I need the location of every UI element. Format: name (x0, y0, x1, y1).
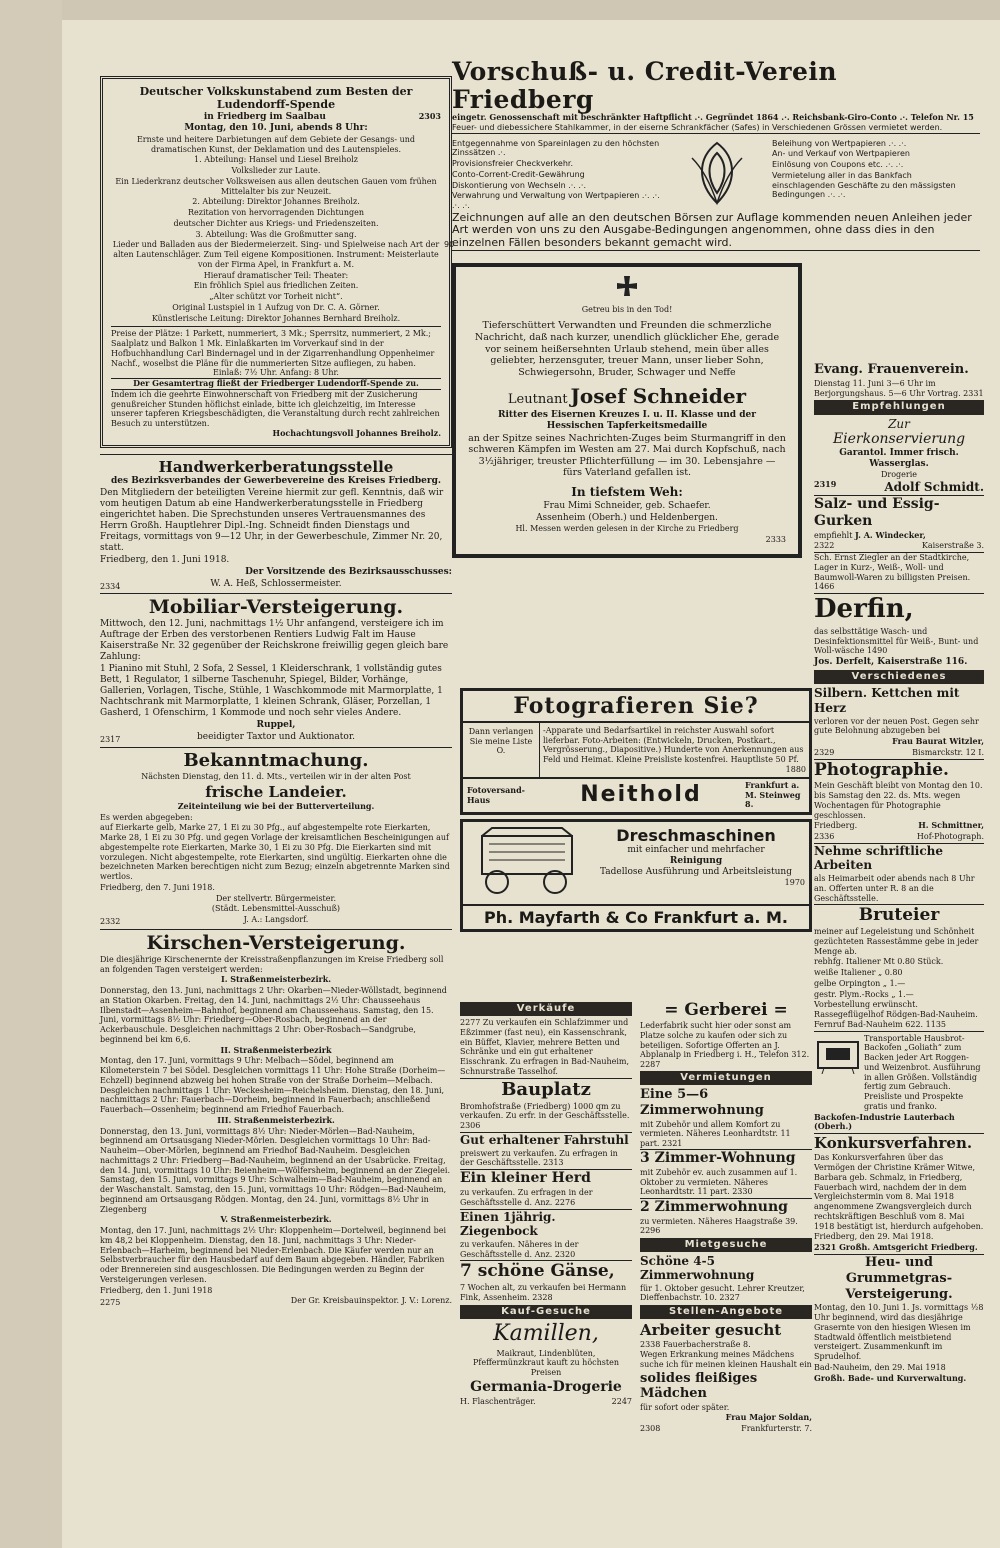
ad-role: beeidigter Taxtor und Auktionator. (197, 732, 355, 743)
obit-number: 2333 (765, 535, 786, 545)
ad-number: 2334 (100, 581, 121, 591)
ad-signer: Der Gr. Kreisbauinspektor. J. V.: Lorenz. (290, 1296, 452, 1306)
obit-mass: Hl. Messen werden gelesen in der Kirche zu Friedberg (515, 524, 739, 534)
konkurs-text: Das Konkursverfahren über das Vermögen der Christine Krämer Witwe, Barbara geb. Schmalz, in Friedberg, Fauerbach wird, nachdem der in dem Vergleichstermin vom 8. Mai 1918 angenommene Zwangsvergleich durch rechtskräftigen Beschluß vom 8. Mai 1918 bestätigt ist, hierdurch aufgehoben. (814, 1153, 984, 1231)
ad-sections (100, 975, 452, 1284)
bank-services-left (452, 138, 662, 212)
section-head: II. Straßenmeisterbezirk (220, 1044, 332, 1055)
section-text: Montag, den 17. Juni, vormittags 9 Uhr: Melbach—Södel, beginnend am Kilometerstein 7 bei Södel. Desgleichen vormittags 11 Uhr: Hohe Straße (Dorheim—Echzell) beginnend abzweig bei hohen Straße von der Straße Dorheim—Melbach. Desgleichen nachmittags 1 Uhr: Weckesheim—Reichelsheim. Dienstag, den 18. Juni, nachmittags 2 Uhr: Fauerbach—Dorheim, beginnend in Fauerbach; anschließend Fauerbach—Ossenheim; beginnend am Friedhof Fauerbach. (100, 1056, 446, 1115)
program-line: Original Lustspiel in 1 Aufzug von Dr. C. A. Görner. (172, 302, 380, 312)
konkurs-title: Konkursverfahren. (814, 1133, 984, 1152)
bank-service: An- und Verkauf von Wertpapieren (772, 149, 910, 159)
program-line: Rezitation von hervorragenden Dichtungen (188, 208, 364, 217)
drogerie-name: Germania-Drogerie (470, 1378, 622, 1395)
ad-intro: Nächsten Dienstag, den 11. d. Mts., verteilen wir in der alten Post (141, 771, 411, 781)
ad-intro: Die diesjährige Kirschenernte der Kreisstraßenpflanzungen im Kreise Friedberg soll an folgenden Tagen versteigert werden: (100, 954, 444, 974)
obit-widow: Frau Mimi Schneider, geb. Schaefer. (543, 500, 711, 511)
bruteier-list (814, 957, 984, 999)
ad-title: Kirschen-Versteigerung. (146, 931, 406, 954)
section-head: V. Straßenmeisterbezirk. (220, 1214, 332, 1225)
derfin-firm: Jos. Derfelt, Kaiserstraße 116. (814, 657, 968, 668)
gaense-title: 7 schöne Gänse, (460, 1260, 632, 1282)
binding-gutter (0, 0, 62, 1548)
bekanntmachung-ad (100, 748, 452, 930)
gaense-text: 7 Wochen alt, zu verkaufen bei Hermann Fink, Assenheim. 2328 (460, 1283, 627, 1302)
section-text: Donnerstag, den 13. Juni, nachmittags 2 Uhr: Okarben—Nieder-Wöllstadt, beginnend an Station Okarben. Freitag, den 14. Juni, nachmittags 2½ Uhr: Chausseehaus Ilbenstadt—Assenheim—Bahnhof, beginnend am Chausseehaus. Samstag, den 15. Juni, vormittags 8½ Uhr: Friedberg—Ober-Rosbach, beginnend an der Ackerbauschule. Desgleichen nachmittags 2 Uhr: Ober-Rosbach—Sandgrube, beginnend bei km 6,6. (100, 986, 447, 1044)
herd-title: Ein kleiner Herd (460, 1169, 632, 1187)
konkurs-court: 2321 Großh. Amtsgericht Friedberg. (814, 1242, 978, 1253)
ad-sub2: (Städt. Lebensmittel-Ausschuß) (211, 904, 341, 914)
bank-foot: Zeichnungen auf alle an den deutschen Börsen zur Auflage kommenden neuen Anleihen jeder Art werden von uns zu den Ausgabe-Bedingungen angenommen, ohne dass dies in den einzelnen Fällen besonders bekannt gemacht wird. 90 (452, 212, 980, 251)
photo-role: 2336 Hof-Photograph. (814, 832, 984, 842)
ad-prices: Preise der Plätze: 1 Parkett, nummeriert, 3 Mk.; Sperrsitz, nummeriert, 2 Mk.; Saalplatz und Balkon 1 Mk. Einlaßkarten im Vorverkauf sind in der Hofbuchhandlung Carl Bindernagel und in der Zigarrenhandlung Oppenheimer Nachf., woselbst die Pläne für die nummerierten Sitze aufliegen, zu haben. (111, 326, 441, 368)
kettchen-text: verloren vor der neuen Post. Gegen sehr gute Belohnung abzugeben bei (814, 716, 979, 736)
photo-body (463, 723, 809, 777)
oven-icon (814, 1034, 864, 1112)
bank-safes: Feuer- und diebessichere Stahlkammer, in der eiserne Schrankfächer (Safes) in Verschiedenen Grössen vermietet werden. (452, 123, 980, 134)
obit-place: Assenheim (Oberh.) und Heldenbergen. (536, 512, 718, 523)
kettchen-addr: 2329 Bismarckstr. 12 I. (814, 747, 984, 757)
mobiliar-ad (100, 594, 452, 748)
derfin-text: das selbsttätige Wasch- und Desinfektionsmittel für Weiß-, Bunt- und Woll-wäsche 1490 (814, 626, 979, 656)
eier-drogerie: Drogerie (880, 470, 918, 480)
ad-name: Ruppel, (256, 720, 296, 731)
column-left (100, 58, 452, 1310)
ad-signer: Der Vorsitzende des Bezirksausschusses: (245, 566, 452, 577)
ad-date: Friedberg, den 7. Juni 1918. (100, 882, 215, 892)
obit-honors: Ritter des Eisernen Kreuzes I. u. II. Klasse und der Hessischen Tapferkeitsmedaille (498, 409, 756, 431)
bank-services (452, 138, 980, 212)
eier-products: Garantol. Immer frisch. Wasserglas. (839, 448, 959, 470)
bruteier-text: meiner auf Legeleistung und Schönheit gezüchteten Rassestämme gebe in jeder Menge ab. (814, 927, 979, 956)
kirschen-ad (100, 930, 452, 1310)
program-line: Volkslieder zur Laute. (231, 166, 321, 175)
gerberei-text: Lederfabrik sucht hier oder sonst am Platze solche zu kaufen oder sich zu beteiligen. Sofortige Offerten an J. Abplanalp in Friedberg i. H., Telefon 312. 2287 (640, 1021, 810, 1069)
photo-left: Dann verlangen Sie meine Liste O. (463, 723, 540, 777)
ad-body: auf Eierkarte gelb, Marke 27, 1 Ei zu 30 Pfg., auf abgestempelte rote Eierkarten, Marke 28, 1 Ei zu 30 Pfg. und gegen Vorlage der kreisamtlichen Bescheinigungen auf abgestempelte rote Eierkarten, Marke 30, 1 Ei zu 30 Pfg. Die Eierkarten sind mit vorzulegen. Nicht abgestempelte, rote Eierkarten, sind ungültig. Eierkarten ohne die bezeichneten Marken berechtigen nicht zum Bezug; einzeln abgetrennte Marken sind wertlos. (100, 823, 450, 882)
s2-title: solides fleißiges Mädchen (640, 1370, 758, 1402)
program-line: Ein Liederkranz deutscher Volksweisen aus allen deutschen Gauen vom frühen Mittelalter bis zur Neuzeit. (115, 176, 437, 196)
goliath-text: Transportable Hausbrot-Backofen „Goliath“ zum Backen jeder Art Roggen- und Weizenbrot. Ausführung in allen Größen. Vollständig fertig zum Gebrauch. Preisliste und Prospekte gratis und franko. (864, 1033, 981, 1111)
section-head: I. Straßenmeisterbezirk. (220, 974, 332, 985)
ad-title: Mobiliar-Versteigerung. (148, 596, 404, 619)
empf-label: Empfehlungen (814, 400, 984, 414)
eier-zur: Zur (888, 416, 910, 431)
obit-body: Tieferschüttert Verwandten und Freunden die schmerzliche Nachricht, daß nach kurzer, unendlich glücklicher Ehe, gerade vor seinem heißersehnten Urlaub stehend, mein über alles geliebter, herzensguter, treuer Mann, unser lieber Sohn, Schwiegersohn, Bruder, Schwager und Neffe (474, 320, 780, 378)
section-text: Montag, den 17. Juni, nachmittags 2½ Uhr: Kloppenheim—Dortelweil, beginnend bei km 48,2 bei Kloppenheim. Dienstag, den 18. Juni, nachmittags 3 Uhr: Nieder-Erlenbach—Harheim, beginnend bei Nieder-Erlenbach. Die Käufer werden nur an Selbstverbraucher für den Hausbedarf auf dem Baum abgegeben. Händler, Fabriken oder Brennereien sind ausgeschlossen. Die Bedingungen werden zu Beginn der Versteigerungen verlesen. (100, 1226, 446, 1284)
kauf-label: Kauf-Gesuche (460, 1305, 632, 1319)
program-line: 3. Abteilung: Was die Großmutter sang. (195, 229, 357, 239)
program-line: Ernste und heitere Darbietungen auf dem Gebiete der Gesangs- und dramatischen Kunst, der Deklamation und des Lautenspieles. (136, 134, 416, 154)
s2-name: Frau Major Soldan, (725, 1412, 812, 1423)
ad-invite: Indem ich die geehrte Einwohnerschaft von Friedberg mit der Zusicherung genußreicher Stunden höflichst einlade, bitte ich gleichzeitig, im Interesse unserer tapferen Kriegsbeschädigten, die Veranstaltung durch recht zahlreichen Besuch zu unterstützen. (111, 389, 440, 428)
bank-service: Vermietelung aller in das Bankfach einschlagenden Geschäfte zu den mässigsten Bedingungen .·. .·. (772, 170, 956, 200)
gurken-title: Salz- und Essig-Gurken (814, 495, 984, 530)
ad-title: Bekanntmachung. (183, 750, 369, 772)
frauen-title: Evang. Frauenverein. (814, 362, 969, 377)
ad-name: J. A.: Langsdorf. (243, 915, 309, 925)
w2-text: mit Zubehör ev. auch zusammen auf 1. Oktober zu vermieten. Näheres Leonhardtstr. 11 part. 2330 (640, 1168, 798, 1197)
bank-services-right (772, 138, 972, 202)
miet-label: Mietgesuche (640, 1238, 812, 1252)
ad-sub: Zeiteinteilung wie bei der Butterverteilung. (177, 800, 375, 811)
lager-ad: Sch. Ernst Ziegler an der Stadtkirche, Lager in Kurz-, Weiß-, Woll- und Baumwoll-Waren zu billigsten Preisen. 1466 (814, 552, 984, 592)
heu-date: Bad-Nauheim, den 29. Mai 1918 (814, 1362, 946, 1372)
ad-given: Es werden abgegeben: (100, 812, 193, 822)
volkskunstabend-ad (100, 76, 452, 448)
bruteier-price: rebhfg. Italiener Mt 0.80 Stück. (814, 957, 944, 967)
gurken-addr: 2322 Kaiserstraße 3. (814, 541, 984, 551)
heu-text: Montag, den 10. Juni 1. Js. vormittags ½8 Uhr beginnend, wird das diesjährige Grasernte von den hiesigen Wiesen im Stadtwald öffentlich meistbietend versteigert. Zusammenkunft im Sprudelhof. (814, 1303, 984, 1362)
ad-signer: Der stellvertr. Bürgermeister. (216, 893, 336, 903)
bank-service: Verwahrung und Verwaltung von Wertpapieren .·. .·. .·. .·. (452, 191, 660, 210)
dresch-body (463, 822, 809, 904)
bruteier-price: gelbe Orpington „ 1.— (814, 978, 906, 988)
ad-location: in Friedberg im Saalbau 2303 (203, 110, 441, 122)
photo-title: Photographie. (814, 759, 984, 781)
obit-grief: In tiefstem Weh: (571, 484, 683, 499)
drogerie-owner: H. Flaschenträger. 2247 (460, 1396, 632, 1406)
ad-name: W. A. Heß, Schlossermeister. (210, 578, 342, 589)
ziegenbock-text: zu verkaufen. Näheres in der Geschäftsstelle d. Anz. 2320 (460, 1239, 579, 1259)
ad-number: 2275 (100, 1298, 121, 1308)
ad-proceeds: Der Gesamtertrag fließt der Friedberger Ludendorff-Spende zu. (111, 378, 441, 390)
w3-text: zu vermieten. Näheres Haagstraße 39. 2296 (640, 1216, 798, 1236)
photo-ad (460, 688, 812, 815)
stellen-label: Stellen-Angebote (640, 1305, 812, 1319)
heu-title: Heu- und Grummetgras-Versteigerung. (814, 1254, 984, 1303)
fahrstuhl-title: Gut erhaltener Fahrstuhl (460, 1132, 632, 1148)
ad-body: Mittwoch, den 12. Juni, nachmittags 1½ Uhr anfangend, versteigere ich im Auftrage der Erben des verstorbenen Rentiers Ludwig Falt im Hause Kaiserstraße Nr. 32 gegenüber der Reichskrone freiwillig gegen gleich bare Zahlung: (100, 619, 449, 663)
program-line: 2. Abteilung: Direktor Johannes Breiholz. (192, 197, 360, 207)
column-mid-right-bottom (640, 1000, 812, 1435)
program-line: Hierauf dramatischer Teil: Theater: (203, 270, 349, 280)
goliath-ad (814, 1031, 984, 1112)
bruteier-title: Bruteier (814, 904, 984, 926)
threshing-machine-icon (467, 826, 587, 900)
ad-entry: Einlaß: 7½ Uhr. Anfang: 8 Uhr. (213, 368, 339, 378)
kettchen-title: Silbern. Kettchen mit Herz (814, 686, 960, 715)
s2-text: für sofort oder später. (640, 1402, 730, 1412)
m1-text: für 1. Oktober gesucht. Lehrer Kreutzer, Dieffenbachstr. 10. 2327 (640, 1283, 805, 1303)
obit-motto: Getreu bis in den Tod! (581, 304, 673, 314)
bank-service: Diskontierung von Wechseln .·. .·. (452, 180, 586, 190)
bruteier-price: weiße Italiener „ 0.80 (814, 968, 903, 978)
w1-text: mit Zubehör und allem Komfort zu vermieten. Näheres Leonhardtstr. 11 part. 2321 (640, 1119, 791, 1148)
frauen-text: Dienstag 11. Juni 3—6 Uhr im Berjorgungshaus. 5—6 Uhr Vortrag. 2331 (814, 378, 984, 398)
konkurs-date: Friedberg, den 29. Mai 1918. (814, 1232, 934, 1242)
schrift-title: Nehme schriftliche Arbeiten (814, 843, 984, 873)
photo-title: Fotografieren Sie? (463, 691, 809, 723)
column-middle (460, 688, 812, 932)
dresch-text: Dreschmaschinen mit einfacher und mehrfacher Reinigung Tadellose Ausführung und Arbeitsleistung 1970 (600, 825, 805, 887)
ad-headline: frische Landeier. (205, 782, 347, 801)
bank-service: Conto-Corrent-Credit-Gewährung (452, 169, 585, 179)
herd-text: zu verkaufen. Zu erfragen in der Geschäftsstelle d. Anz. 2276 (460, 1188, 593, 1207)
w1-title: Eine 5—6 Zimmerwohnung (640, 1087, 764, 1118)
gurken-text: empfiehlt J. A. Windecker, (814, 529, 926, 540)
program-line: „Alter schützt vor Torheit nicht“. (209, 292, 343, 301)
program-line: Künstlerische Leitung: Direktor Johannes Bernhard Breiholz. (151, 313, 401, 323)
photo-brand: Neithold (580, 782, 702, 808)
derfin-title: Derfin, (814, 593, 984, 626)
fahrstuhl-text: preiswert zu verkaufen. Zu erfragen in der Geschäftsstelle. 2313 (460, 1148, 618, 1168)
kamillen-text: Maikraut, Lindenblüten, Pfeffermünzkraut kauft zu höchsten Preisen (473, 1348, 619, 1378)
column-right (814, 362, 984, 1384)
ad-items: 1 Pianino mit Stuhl, 2 Sofa, 2 Sessel, 1 Kleiderschrank, 1 vollständig gutes Bett, 1 Regulator, 1 silberne Taschenuhr, Spiegel, Bilder, Vorhänge, Gallerien, Vorlagen, Tische, Stühle, 1 Waschkommode mit Marmorplatte, 1 Nachtschrank mit Marmorplatte, 1 kleinen Schrank, Gläser, Porzellan, 1 Gasherd, 1 Ofenschirm, 1 Kommode und noch sehr vieles Andere. (100, 664, 443, 719)
photo-addr: Frankfurt a. M. Steinweg 8. (745, 780, 801, 810)
versch-label: Verschiedenes (814, 670, 984, 684)
ad-body: Den Mitgliedern der beteiligten Vereine hiermit zur gefl. Kenntnis, daß wir vom heutigen Datum ab eine Handwerkerberatungsstelle in Friedberg eingerichtet haben. Die Sprechstunden unseres Vertrauensmannes des Herrn Großh. Hauptlehrer Dipl.-Ing. Schneidt finden Dienstags und Freitags, vormittags von 9—12 Uhr, in der Gewerbeschule, Zimmer Nr. 20, statt. (100, 487, 444, 553)
obit-name-line: Leutnant Josef Schneider (507, 384, 747, 409)
section-text: Donnerstag, den 13. Juni, vormittags 8½ Uhr: Nieder-Mörlen—Bad-Nauheim, beginnend am Ortsausgang Nieder-Mörlen. Desgleichen vormittags 10 Uhr: Bad-Nauheim—Ober-Mörlen, beginnend am Friedhof Bad-Nauheim. Desgleichen nachmittags 2 Uhr: Friedberg—Bad-Nauheim, beginnend an der Usabrücke. Freitag, den 14. Juni, vormittags 10 Uhr: Beienheim—Wölfersheim, beginnend an der Ziegelei. Samstag, den 15. Juni, vormittags 9 Uhr: Schwalheim—Bad-Nauheim, beginnend an der Waschanstalt. Samstag, den 15. Juni, vormittags 10 Uhr: Rödgen—Bad-Nauheim, beginnend am Ortsausgang Rödgen. Montag, den 24. Juni, vormittags 8½ Uhr in Ziegenberg (100, 1126, 450, 1214)
kettchen-name: Frau Baurat Witzler, (892, 736, 984, 747)
photo-text: -Apparate und Bedarfsartikel in reichster Auswahl sofort lieferbar. Foto-Arbeiten: (Entwickeln, Drucken, Postkart., Vergrösserung., Diapositive.) Hunderte von Anerkennungen aus Feld und Heimat. Kleine Preisliste kostenfrei. Hauptliste 50 Pf. 1880 (543, 726, 806, 774)
ad-title: Deutscher Volkskunstabend zum Besten der Ludendorff-Spende (139, 85, 413, 112)
ornament-icon (662, 138, 772, 212)
goliath-firm: Backofen-Industrie Lauterbach (Oberh.) (814, 1111, 955, 1132)
ad-date: Friedberg, den 1. Juni 1918 (100, 1285, 213, 1295)
ad-signature: Hochachtungsvoll Johannes Breiholz. (272, 427, 441, 438)
kamillen-title: Kamillen, (493, 1320, 599, 1346)
column-middle-bottom (460, 1000, 632, 1408)
bank-title: Vorschuß- u. Credit-Verein Friedberg (452, 57, 838, 114)
program-line: Lieder und Balladen aus der Biedermeierzeit. Sing- und Spielweise nach Art der alten Lautenschläger. Zum Teil eigene Kompositionen. Instrument: Meisterlaute von der Firma Apel, in Frankfurt a. M. (112, 240, 440, 269)
ziegenbock-title: Einen 1jährig. Ziegenbock (460, 1209, 632, 1239)
w2-title: 3 Zimmer-Wohnung (640, 1149, 812, 1167)
bank-service: Provisionsfreier Checkverkehr. (452, 159, 573, 168)
w3-title: 2 Zimmerwohnung (640, 1198, 812, 1216)
schrift-text: als Heimarbeit oder abends nach 8 Uhr an. Offerten unter R. 8 an die Geschäftsstelle. (814, 874, 975, 903)
ad-number: 2317 (100, 735, 121, 745)
bank-service: Einlösung von Coupons etc. .·. .·. (772, 160, 904, 169)
program-line: Ein fröhlich Spiel aus friedlichen Zeiten. (193, 281, 359, 291)
sale-furniture: 2277 Zu verkaufen ein Schlafzimmer und Eßzimmer (fast neu), ein Kassenschrank, ein Büffet, Klavier, mehrere Betten und Schränke und ein gut erhaltener Eisschrank. Zu erfragen in Bad-Nauheim, Schnurstraße Tasselhof. (460, 1018, 630, 1076)
gerberei-title: = Gerberei = (664, 1000, 788, 1020)
program-line: deutscher Dichter aus Kriegs- und Friedenszeiten. (173, 218, 379, 228)
eier-title: Eierkonservierung (832, 431, 966, 448)
bank-sub: eingetr. Genossenschaft mit beschränkter Haftpflicht .·. Gegründet 1864 .·. Reichsbank-Giro-Conto .·. Telefon Nr. 15 (452, 112, 974, 122)
heu-firm: Großh. Bade- und Kurverwaltung. (814, 1372, 967, 1383)
ad-date: Montag, den 10. Juni, abends 8 Uhr: (184, 122, 368, 133)
m1-title: Schöne 4-5 Zimmerwohnung (640, 1253, 755, 1283)
bank-ad (444, 57, 980, 251)
ad-program (111, 135, 441, 324)
photo-house: Fotoversand-Haus (467, 784, 525, 805)
bauplatz-text: Bromhofstraße (Friedberg) 1000 qm zu verkaufen. Zu erfr. in der Geschäftsstelle. 2306 (460, 1101, 630, 1131)
s2-intro: Wegen Erkrankung meines Mädchens suche ich für meinen kleinen Haushalt ein (640, 1350, 812, 1370)
eier-name: 2319 Adolf Schmidt. (814, 478, 984, 494)
s2-addr: 2308 Frankfurterstr. 7. (640, 1424, 812, 1434)
ad-date: Friedberg, den 1. Juni 1918. (100, 554, 230, 565)
photo-sign: Friedberg. H. Schmittner, (814, 820, 984, 831)
obit-death: an der Spitze seines Nachrichten-Zuges beim Sturmangriff in den schweren Kämpfen im Westen am 27. Mai durch Kopfschuß, nach 3½jähriger, treuster Pflichterfüllung — im 30. Lebensjahre — fürs Vaterland gefallen ist. (468, 432, 786, 479)
bank-service: Entgegennahme von Spareinlagen zu den höchsten Zinssätzen .·. (452, 138, 660, 158)
ad-number: 2332 (100, 917, 121, 927)
ad-subtitle: des Bezirksverbandes der Gewerbevereine des Kreises Friedberg. (110, 475, 442, 486)
bank-service: Beleihung von Wertpapieren .·. .·. (772, 138, 907, 148)
dresch-ad (460, 819, 812, 932)
program-line: 1. Abteilung: Hansel und Liesel Breiholz (194, 155, 358, 165)
verkaeufe-label: Verkäufe (460, 1002, 632, 1016)
ad-title: Handwerkerberatungsstelle (158, 457, 394, 476)
section-head: III. Straßenmeisterbezirk. (217, 1114, 335, 1125)
photo-text: Mein Geschäft bleibt von Montag den 10. bis Samstag den 22. ds. Mts. wegen Wochentagen für Photographie geschlossen. (814, 781, 983, 820)
iron-cross-icon (468, 275, 786, 305)
obituary (452, 263, 802, 558)
bruteier-foot: Vorbestellung erwünscht. Rassegeflügelhof Rödgen-Bad-Nauheim. Fernruf Bad-Nauheim 622. 1135 (814, 1000, 978, 1029)
handwerker-ad (100, 455, 452, 595)
photo-footer (463, 777, 809, 812)
bauplatz-title: Bauplatz (460, 1078, 632, 1101)
vermiet-label: Vermietungen (640, 1071, 812, 1085)
s1-text: 2338 Fauerbacherstraße 8. (640, 1339, 751, 1349)
bruteier-price: gestr. Plym.-Rocks „ 1.— (814, 989, 914, 999)
dresch-firm: Ph. Mayfarth & Co Frankfurt a. M. (463, 904, 809, 929)
s1-title: Arbeiter gesucht (640, 1320, 782, 1339)
